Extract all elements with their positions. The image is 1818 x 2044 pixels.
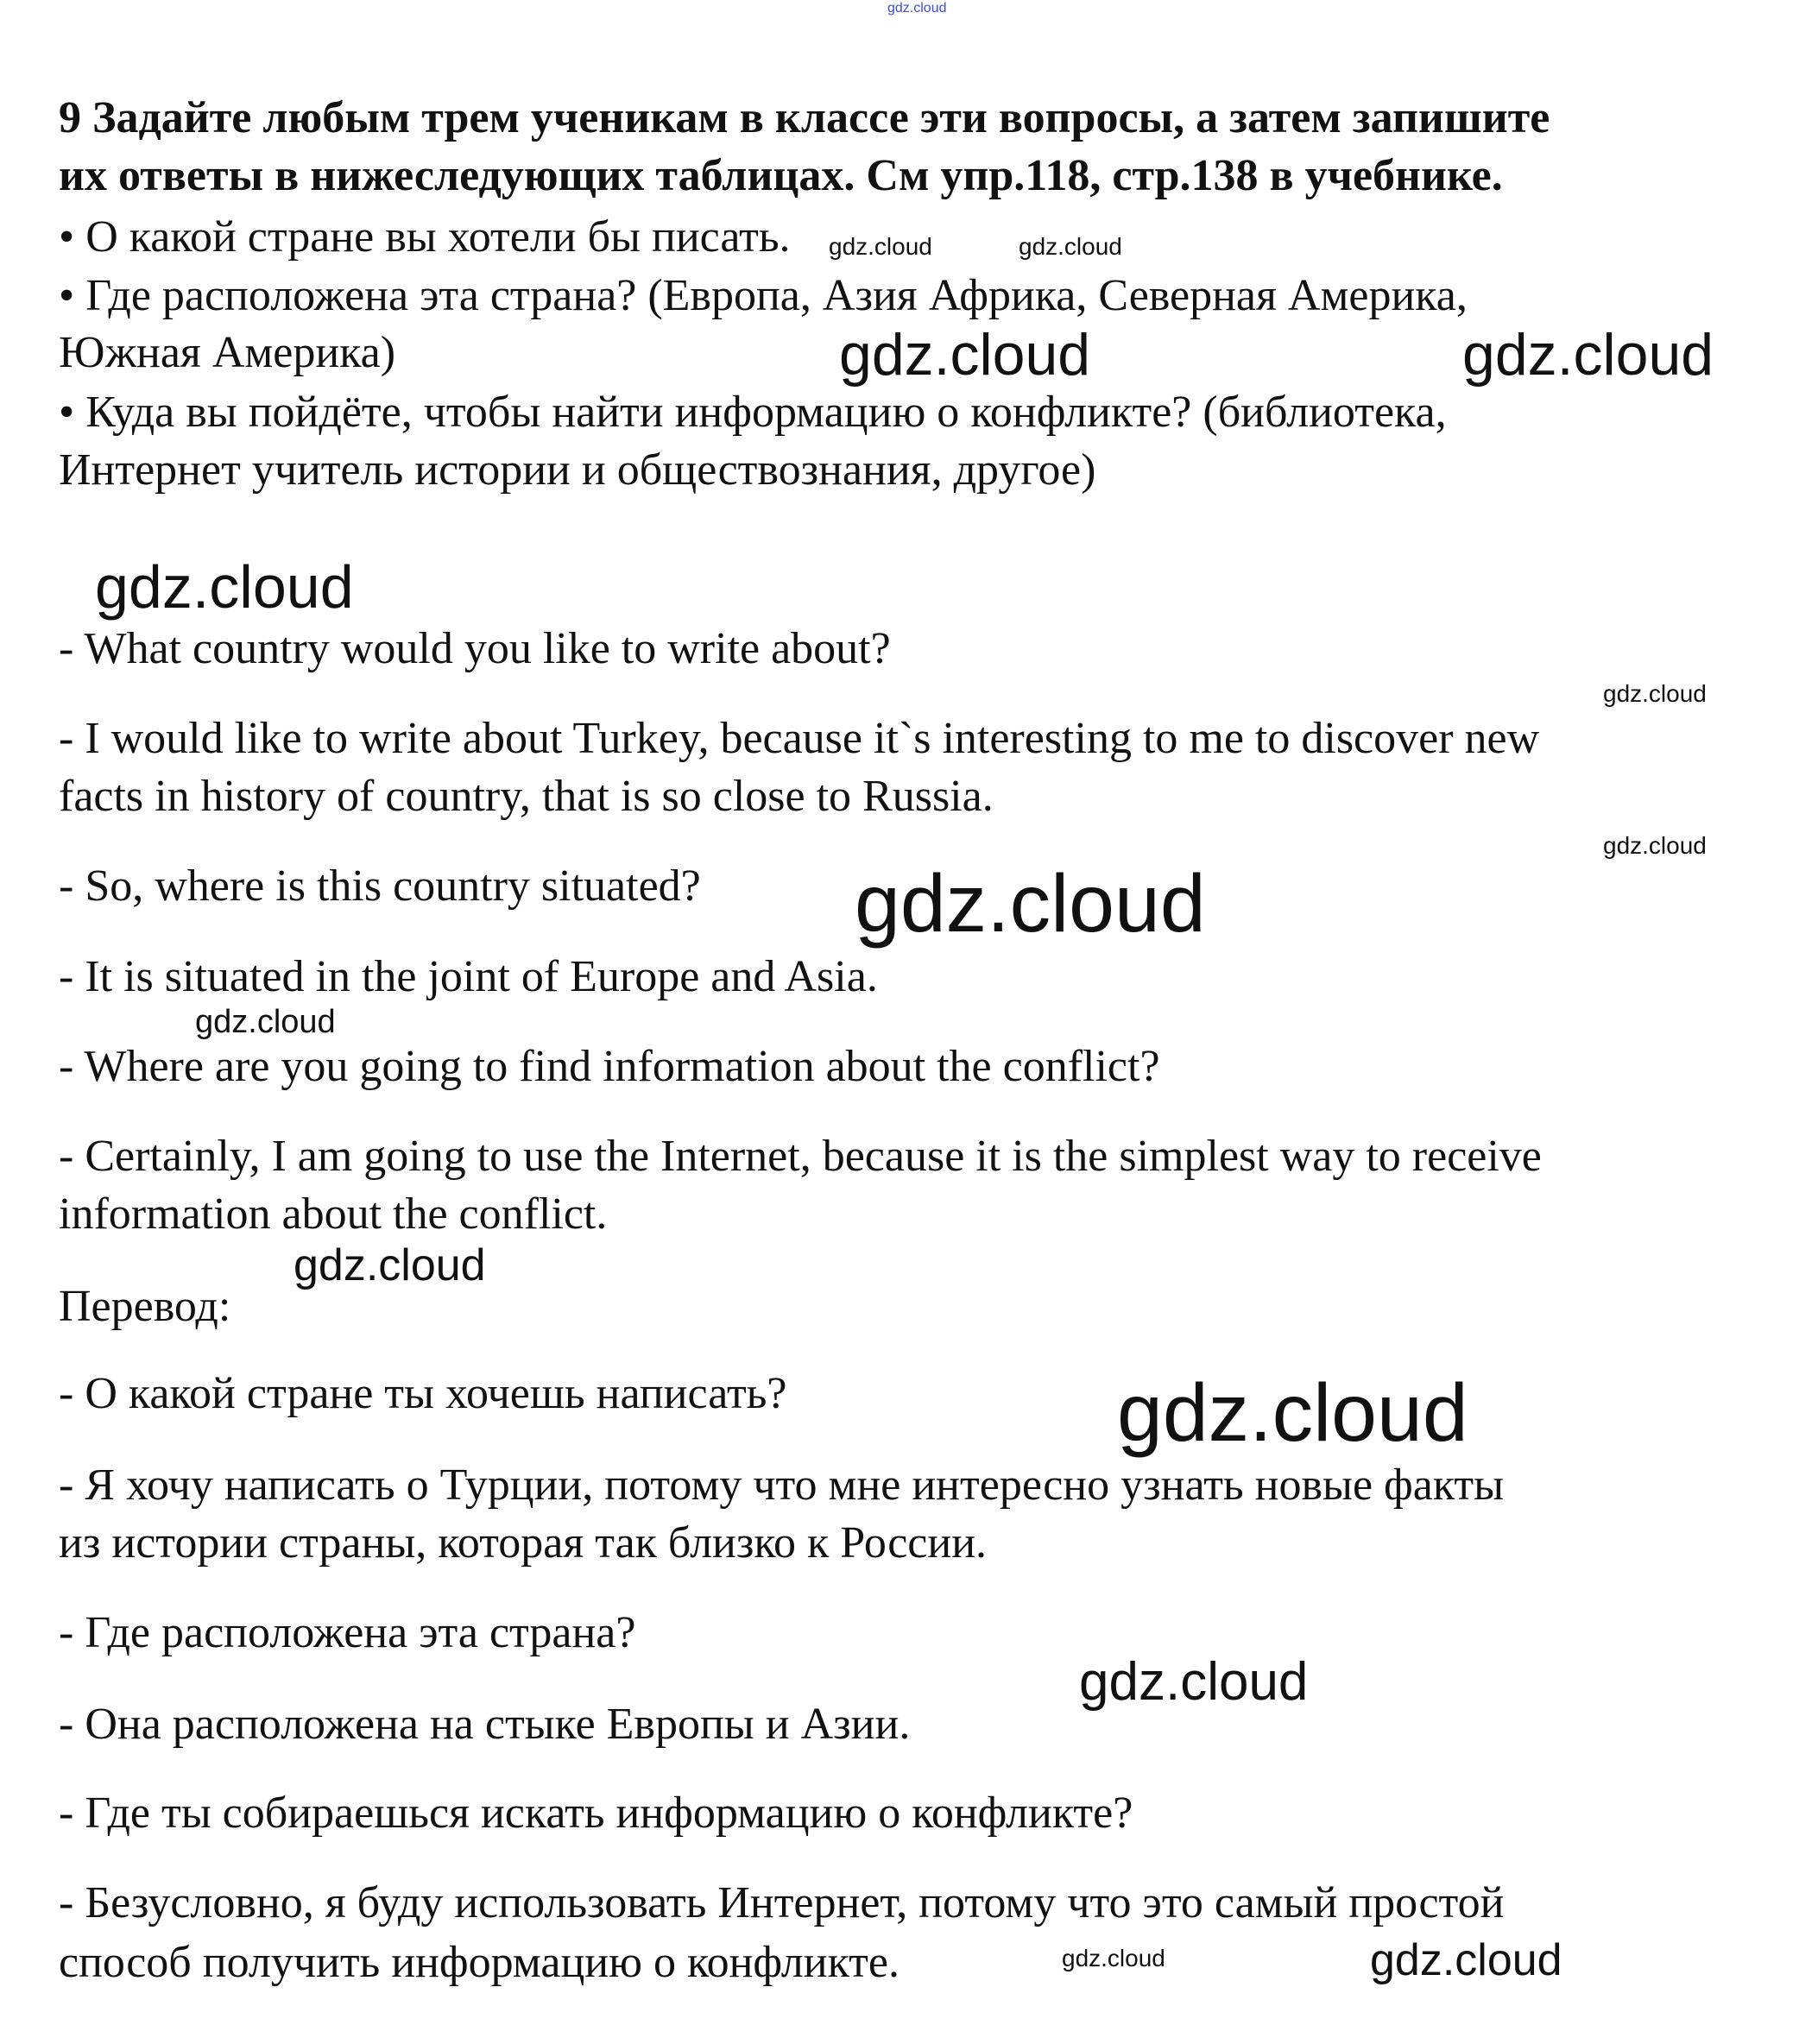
- dialogue-line-ru: - Где ты собираешься искать информацию о конфликте?: [59, 1788, 1133, 1838]
- watermark: gdz.cloud: [1462, 322, 1714, 388]
- watermark: gdz.cloud: [839, 322, 1091, 388]
- dialogue-line-ru: - Где расположена эта страна?: [59, 1608, 636, 1657]
- watermark: gdz.cloud: [1603, 832, 1707, 859]
- dialogue-line-ru: - Я хочу написать о Турции, потому что мне интересно узнать новые факты: [59, 1460, 1505, 1510]
- watermark: gdz.cloud: [829, 233, 932, 260]
- task-heading-line-2: их ответы в нижеследующих таблицах. См упр.118, стр.138 в учебнике.: [59, 151, 1503, 200]
- watermark: gdz.cloud: [887, 1, 947, 16]
- question-bullet: • Куда вы пойдёте, чтобы найти информацию о конфликте? (библиотека,: [59, 388, 1447, 437]
- dialogue-line-ru: - Безусловно, я буду использовать Интернет, потому что это самый простой: [59, 1878, 1505, 1927]
- question-bullet: • Где расположена эта страна? (Европа, Азия Африка, Северная Америка,: [59, 271, 1468, 320]
- dialogue-line-ru: - О какой стране ты хочешь написать?: [59, 1369, 787, 1418]
- watermark: gdz.cloud: [294, 1240, 486, 1290]
- dialogue-line-en: facts in history of country, that is so close to Russia.: [59, 772, 994, 821]
- watermark: gdz.cloud: [1370, 1935, 1562, 1985]
- dialogue-line-ru: способ получить информацию о конфликте.: [59, 1938, 900, 1987]
- watermark: gdz.cloud: [1117, 1367, 1468, 1459]
- dialogue-line-en: - It is situated in the joint of Europe and Asia.: [59, 952, 878, 1001]
- dialogue-line-en: - Certainly, I am going to use the Internet, because it is the simplest way to receive: [59, 1132, 1542, 1181]
- watermark: gdz.cloud: [1079, 1652, 1309, 1712]
- question-bullet-cont: Южная Америка): [59, 328, 396, 377]
- watermark: gdz.cloud: [95, 553, 354, 621]
- watermark: gdz.cloud: [1603, 680, 1707, 707]
- translation-label: Перевод:: [59, 1282, 231, 1331]
- watermark: gdz.cloud: [855, 858, 1206, 949]
- question-bullet: • О какой стране вы хотели бы писать.: [59, 212, 791, 262]
- dialogue-line-en: - So, where is this country situated?: [59, 861, 701, 911]
- question-bullet-cont: Интернет учитель истории и обществознания, другое): [59, 445, 1096, 495]
- dialogue-line-ru: из истории страны, которая так близко к России.: [59, 1518, 988, 1568]
- watermark: gdz.cloud: [1062, 1945, 1165, 1971]
- dialogue-line-ru: - Она расположена на стыке Европы и Азии.: [59, 1700, 911, 1749]
- dialogue-line-en: - What country would you like to write about?: [59, 624, 891, 673]
- dialogue-line-en: information about the conflict.: [59, 1189, 608, 1239]
- dialogue-line-en: - I would like to write about Turkey, because it`s interesting to me to discover new: [59, 714, 1540, 763]
- dialogue-line-en: - Where are you going to find information about the conflict?: [59, 1042, 1160, 1091]
- watermark: gdz.cloud: [1019, 233, 1122, 260]
- task-heading-line-1: 9 Задайте любым трем ученикам в классе эти вопросы, а затем запишите: [59, 93, 1550, 142]
- watermark: gdz.cloud: [195, 1004, 336, 1040]
